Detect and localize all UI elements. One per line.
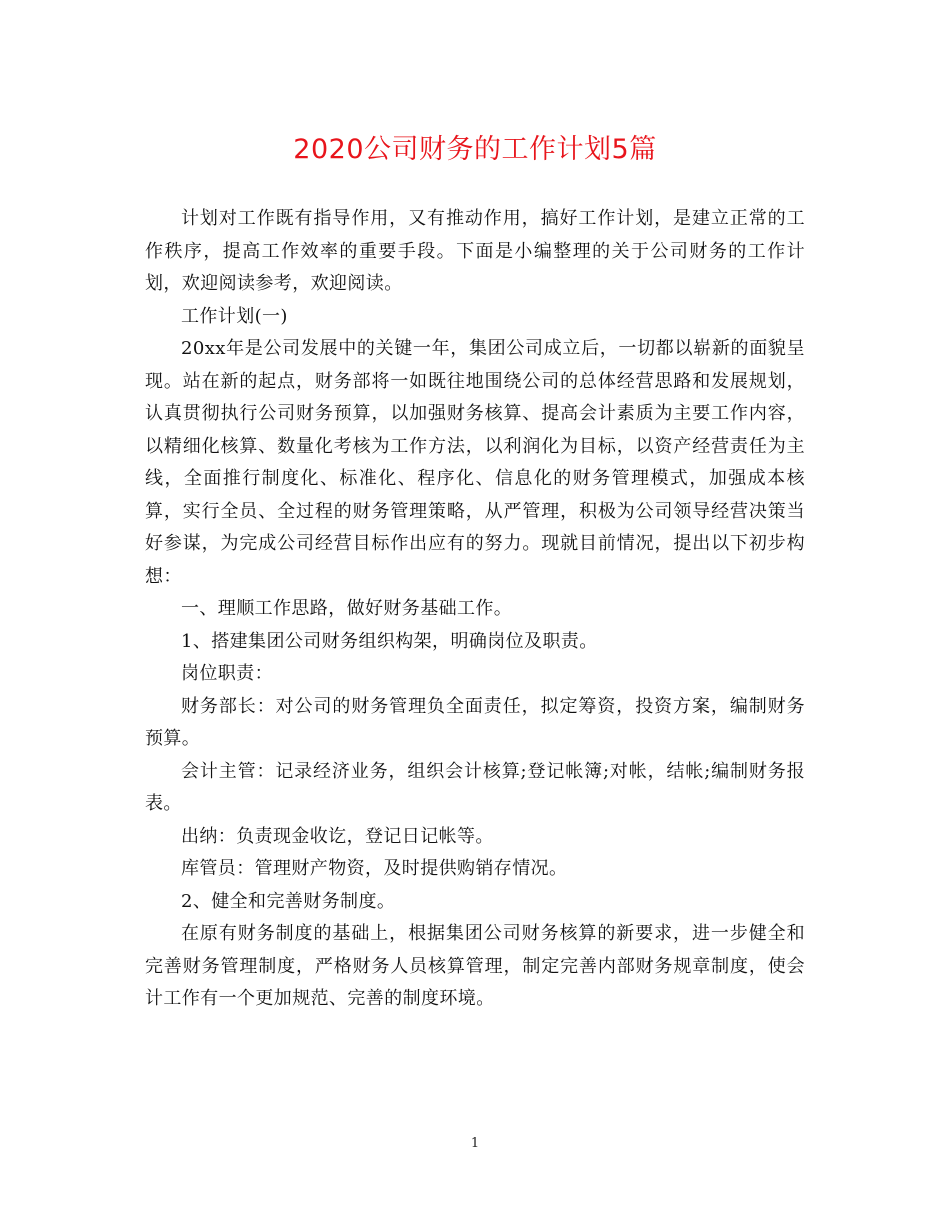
- paragraph-section-heading: 工作计划(一): [181, 305, 288, 327]
- paragraph-role-warehouse: 库管员：管理财产物资，及时提供购销存情况。: [181, 858, 568, 879]
- document-body: [145, 203, 805, 1016]
- paragraph-system-improvement: 在原有财务制度的基础上，根据集团公司财务核算的新要求，进一步健全和完善财务管理制度，严格财务人员核算管理，制定完善内部财务规章制度，使会计工作有一个更加规范、完善的制度环境。: [145, 923, 805, 1009]
- paragraph-subitem-two: 2、健全和完善财务制度。: [181, 890, 396, 912]
- paragraph-role-accounting-lead: 会计主管：记录经济业务，组织会计核算;登记帐簿;对帐，结帐;编制财务报表。: [145, 760, 805, 814]
- paragraph-role-cashier: 出纳：负责现金收讫，登记日记帐等。: [181, 825, 494, 847]
- paragraph-subitem-one: 1、搭建集团公司财务组织构架，明确岗位及职责。: [181, 630, 598, 652]
- paragraph-overview: 20xx年是公司发展中的关键一年，集团公司成立后，一切都以崭新的面貌呈现。站在新的起点，财务部将一如既往地围绕公司的总体经营思路和发展规划，认真贯彻执行公司财务预算，以加强财务核算、提高会计素质为主要工作内容，以精细化核算、数量化考核为工作方法，以利润化为目标，以资产经营责任为主线，全面推行制度化、标准化、程序化、信息化的财务管理模式，加强成本核算，实行全员、全过程的财务管理策略，从严管理，积极为公司领导经营决策当好参谋，为完成公司经营目标作出应有的努力。现就目前情况，提出以下初步构想：: [145, 338, 805, 587]
- paragraph-item-one: 一、理顺工作思路，做好财务基础工作。: [181, 598, 513, 619]
- page-number: 1: [470, 1136, 480, 1151]
- paragraph-role-finance-head: 财务部长：对公司的财务管理负全面责任，拟定筹资，投资方案，编制财务预算。: [145, 695, 805, 749]
- paragraph-roles-heading: 岗位职责：: [181, 663, 273, 684]
- document-title: 2020公司财务的工作计划5篇: [293, 134, 657, 165]
- paragraph-intro: 计划对工作既有指导作用，又有推动作用，搞好工作计划，是建立正常的工作秩序，提高工作效率的重要手段。下面是小编整理的关于公司财务的工作计划，欢迎阅读参考，欢迎阅读。: [145, 208, 805, 294]
